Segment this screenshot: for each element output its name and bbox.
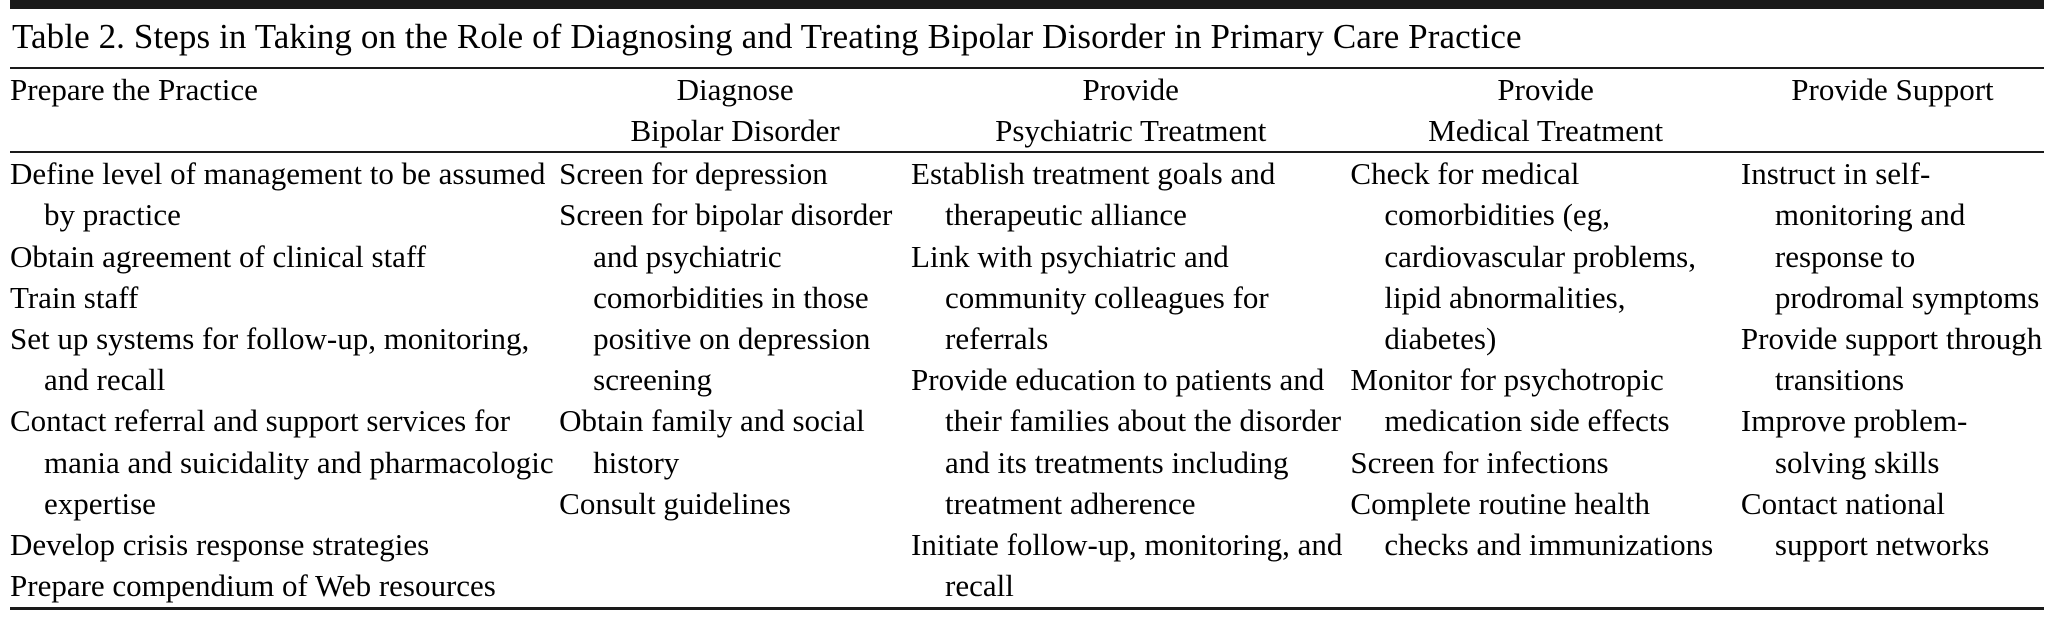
- steps-table-body: [10, 153, 2044, 606]
- table-header-row: [10, 69, 2044, 151]
- list-item: Link with psychiatric and community colleagues for referrals: [911, 238, 1269, 356]
- column-header-line2: Bipolar Disorder: [630, 112, 840, 148]
- steps-table: [10, 69, 2044, 151]
- table-row: [10, 153, 2044, 606]
- list-item: Monitor for psychotropic medication side effects: [1350, 362, 1670, 439]
- list-item: Define level of management to be assumed by practice: [10, 156, 546, 233]
- column-header-provide-psychiatric-treatment: [911, 69, 1350, 151]
- list-item: Provide education to patients and their families about the disorder and its treatments including treatment adherence: [911, 362, 1342, 521]
- list-item: Check for medical comorbidities (eg, cardiovascular problems, lipid abnormalities, diabetes): [1350, 156, 1696, 356]
- column-header-line1: Diagnose: [676, 71, 794, 107]
- cell-provide-support: [1741, 153, 2044, 606]
- list-provide-support: [1741, 153, 2044, 565]
- column-header-line2: Medical Treatment: [1428, 112, 1664, 148]
- cell-provide-medical-treatment: [1350, 153, 1741, 606]
- list-item: Complete routine health checks and immunizations: [1350, 485, 1714, 563]
- column-header-provide-medical-treatment: [1350, 69, 1741, 151]
- column-header-diagnose-bipolar-disorder: [559, 69, 911, 151]
- column-header-line2: Provide Support: [1791, 71, 1994, 107]
- list-item: Train staff: [10, 279, 139, 315]
- list-item: Initiate follow-up, monitoring, and recall: [911, 527, 1343, 604]
- list-diagnose-bipolar-disorder: [559, 153, 911, 524]
- list-item: Screen for bipolar disorder and psychiatric comorbidities in those positive on depression screening: [559, 197, 893, 398]
- column-header-provide-support: [1741, 69, 2044, 151]
- table-top-rule: [10, 0, 2044, 9]
- list-prepare-the-practice: [10, 153, 559, 606]
- list-item: Obtain agreement of clinical staff: [10, 238, 427, 274]
- list-item: Consult guidelines: [559, 485, 791, 521]
- list-provide-psychiatric-treatment: [911, 153, 1350, 606]
- list-item: Improve problem-solving skills: [1740, 403, 1968, 480]
- list-item: Provide support through transitions: [1740, 321, 2043, 398]
- list-provide-medical-treatment: [1350, 153, 1741, 565]
- cell-diagnose-bipolar-disorder: [559, 153, 911, 606]
- column-header-line1: Provide: [1082, 71, 1179, 107]
- cell-prepare-the-practice: [10, 153, 559, 606]
- table-header: [10, 69, 2044, 151]
- column-header-line1: Provide: [1497, 71, 1594, 107]
- table-caption: Table 2. Steps in Taking on the Role of Diagnosing and Treating Bipolar Disorder in Primary Care Practice: [12, 17, 1522, 56]
- list-item: Screen for infections: [1350, 444, 1609, 480]
- list-item: Develop crisis response strategies: [10, 527, 430, 563]
- list-item: Set up systems for follow-up, monitoring, and recall: [10, 321, 530, 398]
- list-item: Obtain family and social history: [559, 403, 865, 480]
- list-item: Establish treatment goals and therapeutic alliance: [911, 156, 1276, 233]
- list-item: Contact referral and support services for mania and suicidality and pharmacologic expertise: [10, 403, 554, 521]
- table-bottom-rule: [10, 607, 2044, 610]
- list-item: Instruct in self-monitoring and response to prodromal symptoms: [1740, 156, 2040, 315]
- table-container: [10, 0, 2044, 610]
- list-item: Screen for depression: [559, 156, 828, 192]
- column-header-line2: Psychiatric Treatment: [995, 112, 1267, 148]
- column-header-prepare-the-practice: [10, 69, 559, 151]
- column-header-line2: Prepare the Practice: [10, 71, 258, 107]
- list-item: Contact national support networks: [1740, 485, 1990, 563]
- cell-provide-psychiatric-treatment: [911, 153, 1350, 606]
- list-item: Prepare compendium of Web resources: [10, 568, 496, 604]
